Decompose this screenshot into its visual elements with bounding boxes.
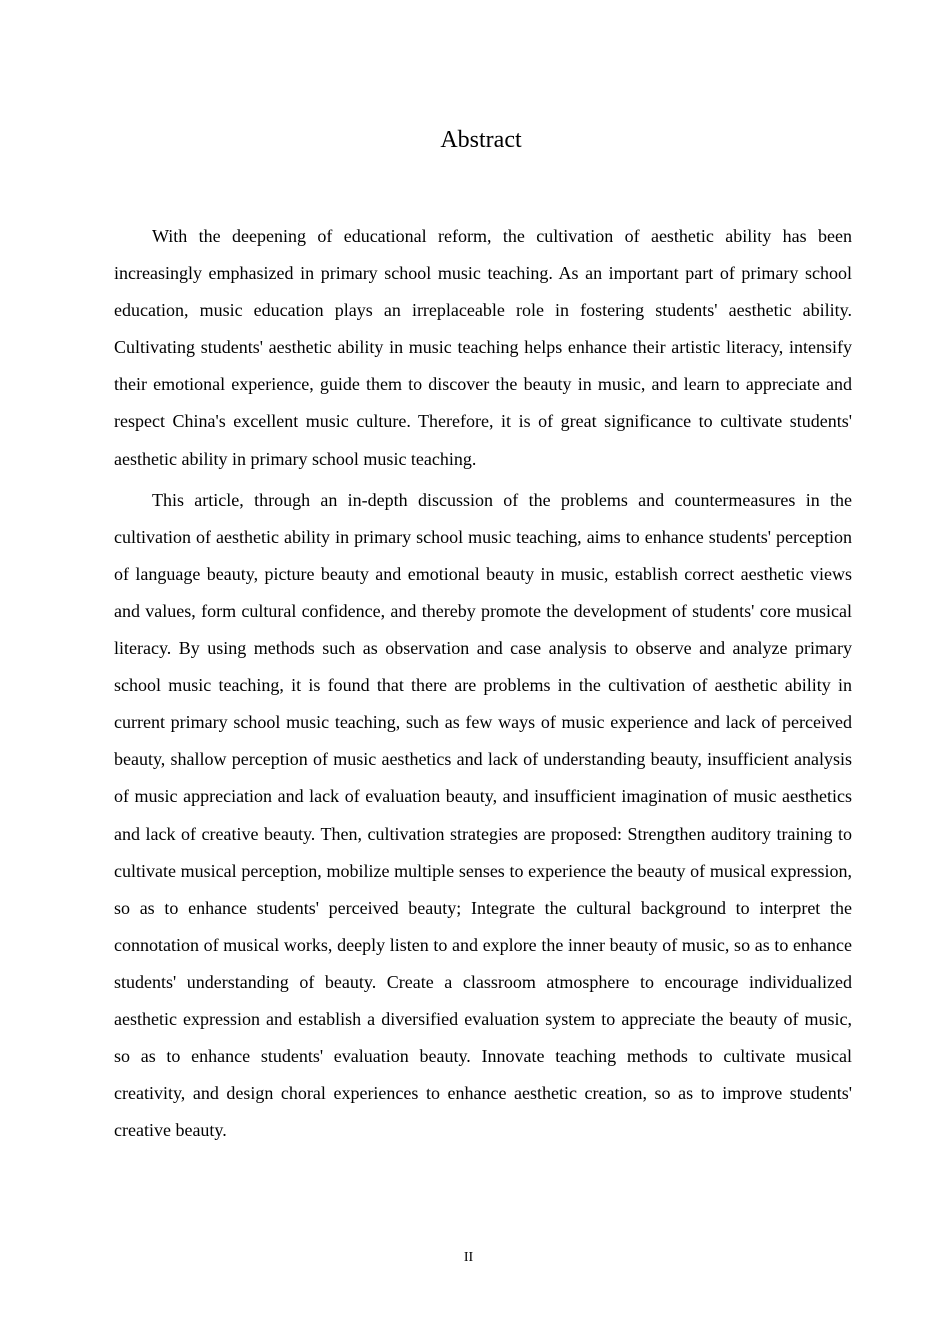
page-number: II [463,1250,474,1265]
abstract-paragraph-2: This article, through an in-depth discussion of the problems and countermeasures in the cultivation of aesthetic ability in primary school music teaching, aims to enhance students' perception of language beauty, picture beauty and emotional beauty in music, establish correct aesthetic views and values, form cultural confidence, and thereby promote the development of students' core musical literacy. By using methods such as observation and case analysis to observe and analyze primary school music teaching, it is found that there are problems in the cultivation of aesthetic ability in current primary school music teaching, such as few ways of music experience and lack of perceived beauty, shallow perception of music aesthetics and lack of understanding beauty, insufficient analysis of music appreciation and lack of evaluation beauty, and insufficient imagination of music aesthetics and lack of creative beauty. Then, cultivation strategies are proposed: Strengthen auditory training to cultivate musical perception, mobilize multiple senses to experience the beauty of musical expression, so as to enhance students' perceived beauty; Integrate the cultural background to interpret the connotation of musical works, deeply listen to and explore the inner beauty of music, so as to enhance students' understanding of beauty. Create a classroom atmosphere to encourage individualized aesthetic expression and establish a diversified evaluation system to appreciate the beauty of music, so as to enhance students' evaluation beauty. Innovate teaching methods to cultivate musical creativity, and design choral experiences to enhance aesthetic creation, so as to improve students' creative beauty. [114,489,852,1141]
page-title: Abstract [440,127,522,153]
abstract-body [114,218,852,1153]
abstract-paragraph-1: With the deepening of educational reform, the cultivation of aesthetic ability has been increasingly emphasized in primary school music teaching. As an important part of primary school education, music education plays an irreplaceable role in fostering students' aesthetic ability. Cultivating students' aesthetic ability in music teaching helps enhance their artistic literacy, intensify their emotional experience, guide them to discover the beauty in music, and learn to appreciate and respect China's excellent music culture. Therefore, it is of great significance to cultivate students' aesthetic ability in primary school music teaching. [114,226,852,469]
